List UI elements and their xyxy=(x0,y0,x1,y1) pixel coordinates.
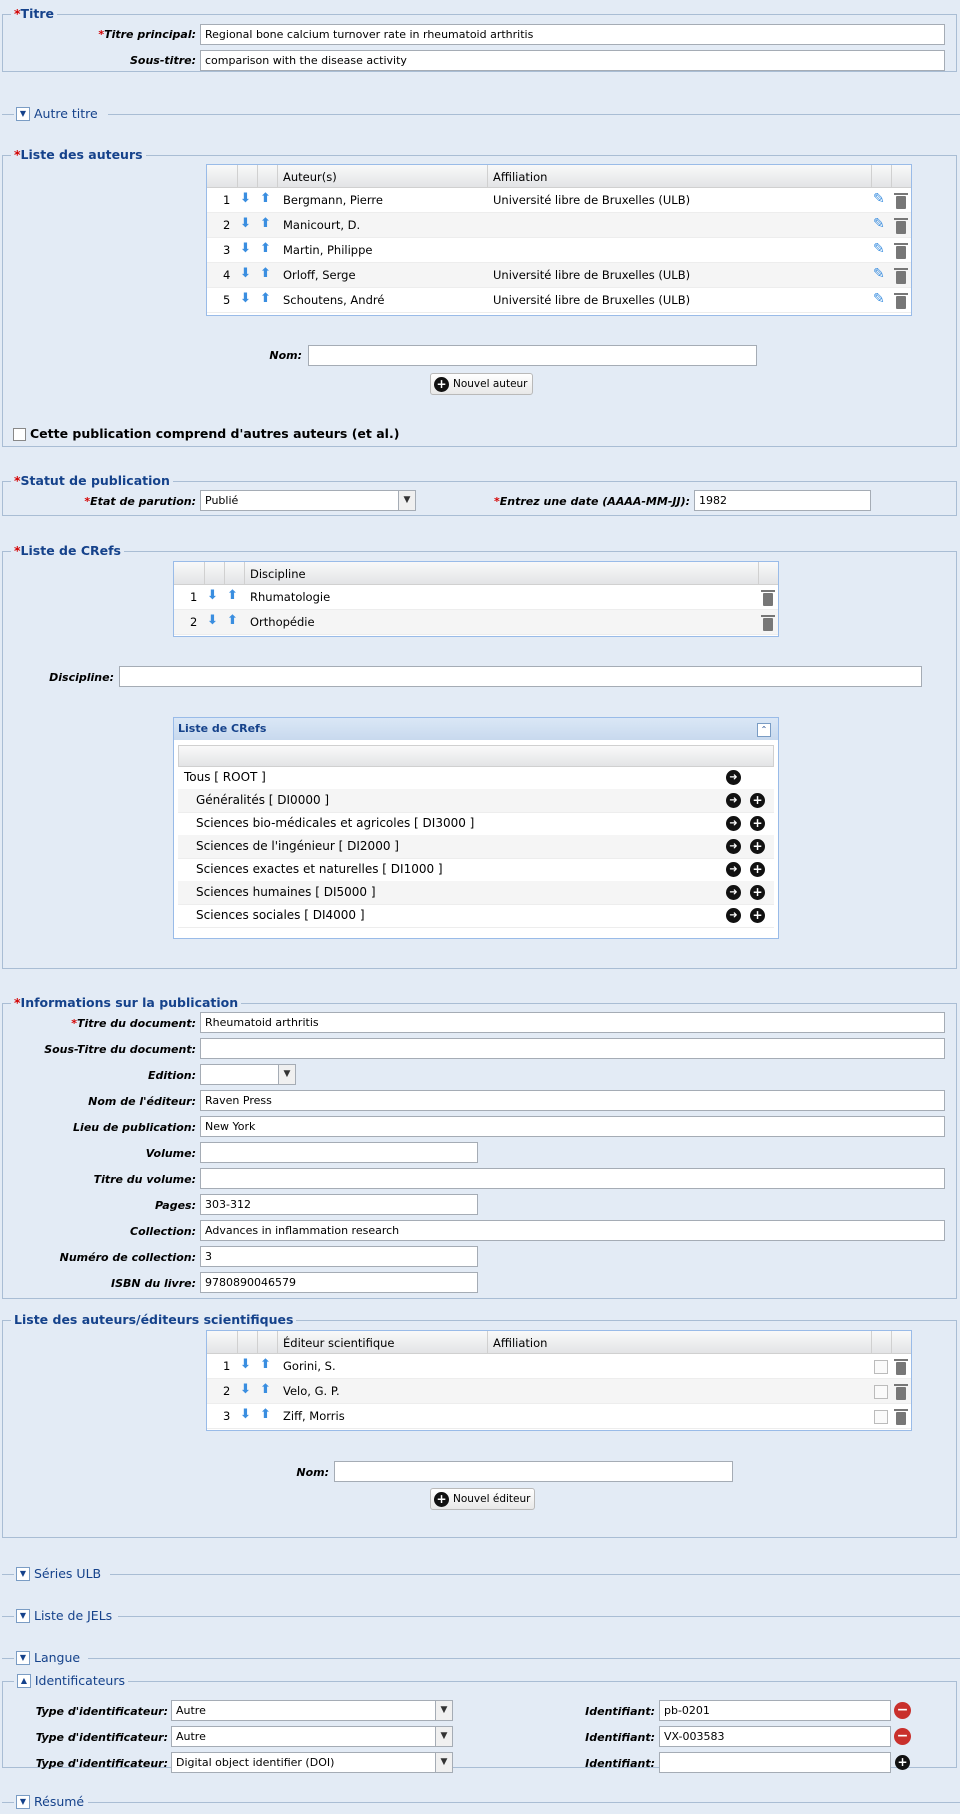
chevron-down-icon[interactable]: ▼ xyxy=(16,107,30,121)
plus-circle-icon[interactable]: + xyxy=(750,793,765,808)
jels-section[interactable] xyxy=(0,1608,960,1624)
trash-icon[interactable] xyxy=(763,593,773,606)
move-up-icon[interactable]: ⬆ xyxy=(260,216,271,231)
arrow-right-icon[interactable]: ➜ xyxy=(726,770,741,785)
numero-collection-label: Numéro de collection: xyxy=(59,1251,196,1264)
move-down-icon[interactable]: ⬇ xyxy=(240,1382,251,1397)
tree-row-root[interactable] xyxy=(178,766,774,790)
remove-icon[interactable]: − xyxy=(894,1728,911,1745)
tree-node-label: Sciences sociales [ DI4000 ] xyxy=(196,908,365,922)
chevron-down-icon[interactable]: ▼ xyxy=(16,1609,30,1623)
type-identificateur-select[interactable]: Autre ▼ xyxy=(171,1726,453,1747)
discipline-name: Orthopédie xyxy=(250,615,315,629)
table-row xyxy=(207,188,911,213)
row-number: 3 xyxy=(223,243,231,257)
type-identificateur-select[interactable]: Autre ▼ xyxy=(171,1700,453,1721)
arrow-right-icon[interactable]: ➜ xyxy=(726,793,741,808)
move-up-icon[interactable]: ⬆ xyxy=(260,1382,271,1397)
arrow-right-icon[interactable]: ➜ xyxy=(726,862,741,877)
arrow-right-icon[interactable]: ➜ xyxy=(726,885,741,900)
row-number: 1 xyxy=(223,1359,231,1373)
chevron-down-icon[interactable]: ▼ xyxy=(16,1795,30,1809)
move-down-icon[interactable]: ⬇ xyxy=(240,291,251,306)
langue-label: Langue xyxy=(34,1650,81,1665)
edit-pencil-icon[interactable]: ✎ xyxy=(873,291,885,307)
titre-principal-label: *Titre principal: xyxy=(98,28,196,41)
col-editeur[interactable]: Éditeur scientifique xyxy=(283,1336,395,1350)
table-row xyxy=(207,288,911,313)
edit-pencil-icon[interactable]: ✎ xyxy=(873,241,885,257)
editeur-nom-input[interactable] xyxy=(334,1461,733,1482)
etat-parution-label: *Etat de parution: xyxy=(84,495,196,508)
tree-node-label: Généralités [ DI0000 ] xyxy=(196,793,330,807)
sous-titre-label: Sous-titre: xyxy=(130,54,196,67)
auteur-name: Bergmann, Pierre xyxy=(283,193,383,207)
titre-document-input[interactable]: Rheumatoid arthritis xyxy=(200,1012,945,1033)
move-up-icon[interactable]: ⬆ xyxy=(260,241,271,256)
et-al-label: Cette publication comprend d'autres auteurs (et al.) xyxy=(30,426,400,441)
auteur-nom-label: Nom: xyxy=(269,349,302,362)
auteurs-grid-header xyxy=(207,165,911,188)
pages-label: Pages: xyxy=(154,1199,196,1212)
table-row xyxy=(207,213,911,238)
plus-circle-icon[interactable]: + xyxy=(750,816,765,831)
infos-legend: *Informations sur la publication xyxy=(11,995,241,1010)
trash-icon[interactable] xyxy=(896,296,906,309)
tree-node-label: Sciences humaines [ DI5000 ] xyxy=(196,885,376,899)
numero-collection-input[interactable]: 3 xyxy=(200,1246,478,1267)
chevron-down-icon[interactable]: ▼ xyxy=(16,1651,30,1665)
sous-titre-input[interactable]: comparison with the disease activity xyxy=(200,50,945,71)
tree-node-label: Sciences bio-médicales et agricoles [ DI3000 ] xyxy=(196,816,475,830)
titre-legend: *Titre xyxy=(11,6,57,21)
resume-section[interactable] xyxy=(0,1794,960,1810)
row-number: 4 xyxy=(223,268,231,282)
collection-input[interactable]: Advances in inflammation research xyxy=(200,1220,945,1241)
row-number: 2 xyxy=(190,615,198,629)
arrow-right-icon[interactable]: ➜ xyxy=(726,908,741,923)
trash-icon[interactable] xyxy=(896,196,906,209)
auteur-affiliation: Université libre de Bruxelles (ULB) xyxy=(493,268,691,282)
tree-row[interactable] xyxy=(178,812,774,836)
table-row xyxy=(207,263,911,288)
nouvel-editeur-button[interactable]: + Nouvel éditeur xyxy=(430,1488,535,1510)
chevron-down-icon[interactable]: ▼ xyxy=(435,1753,452,1772)
editeurs-grid xyxy=(206,1330,912,1431)
edit-pencil-icon[interactable]: ✎ xyxy=(873,216,885,232)
crefs-tree-panel xyxy=(173,717,779,939)
autre-titre-section[interactable] xyxy=(0,106,960,122)
plus-circle-icon[interactable]: + xyxy=(895,1755,910,1770)
trash-icon[interactable] xyxy=(763,618,773,631)
row-number: 2 xyxy=(223,218,231,232)
crefs-legend: *Liste de CRefs xyxy=(11,543,124,558)
chevron-down-icon[interactable]: ▼ xyxy=(16,1567,30,1581)
trash-icon[interactable] xyxy=(896,1387,906,1400)
move-up-icon[interactable]: ⬆ xyxy=(260,266,271,281)
identifiant-input[interactable]: pb-0201 xyxy=(659,1700,891,1721)
pages-input[interactable]: 303-312 xyxy=(200,1194,478,1215)
move-up-icon[interactable]: ⬆ xyxy=(260,1357,271,1372)
editeurs-grid-header xyxy=(207,1331,911,1354)
auteur-affiliation: Université libre de Bruxelles (ULB) xyxy=(493,193,691,207)
row-number: 2 xyxy=(223,1384,231,1398)
arrow-right-icon[interactable]: ➜ xyxy=(726,816,741,831)
discipline-label: Discipline: xyxy=(49,671,114,684)
titre-principal-input[interactable]: Regional bone calcium turnover rate in rheumatoid arthritis xyxy=(200,24,945,45)
edit-pencil-icon[interactable]: ✎ xyxy=(873,191,885,207)
type-identificateur-select[interactable]: Digital object identifier (DOI) ▼ xyxy=(171,1752,453,1773)
trash-icon[interactable] xyxy=(896,246,906,259)
lieu-publication-input[interactable]: New York xyxy=(200,1116,945,1137)
move-up-icon[interactable]: ⬆ xyxy=(227,613,238,628)
row-number: 1 xyxy=(190,590,198,604)
date-label: *Entrez une date (AAAA-MM-JJ): xyxy=(494,495,690,508)
identifiant-label: Identifiant: xyxy=(585,1731,655,1744)
discipline-input[interactable] xyxy=(119,666,922,687)
tree-row[interactable] xyxy=(178,881,774,905)
tree-row[interactable] xyxy=(178,858,774,882)
table-row xyxy=(207,1404,911,1429)
titre-volume-label: Titre du volume: xyxy=(93,1173,196,1186)
statut-legend: *Statut de publication xyxy=(11,473,173,488)
isbn-label: ISBN du livre: xyxy=(111,1277,196,1290)
auteur-name: Orloff, Serge xyxy=(283,268,356,282)
editeur-nom-label: Nom: xyxy=(296,1466,329,1479)
tree-node-label: Sciences exactes et naturelles [ DI1000 ] xyxy=(196,862,443,876)
editeurs-legend: Liste des auteurs/éditeurs scientifiques xyxy=(11,1312,296,1327)
collection-label: Collection: xyxy=(130,1225,196,1238)
auteur-nom-input[interactable] xyxy=(308,345,757,366)
edit-box-icon[interactable] xyxy=(874,1410,888,1424)
nouvel-auteur-button[interactable]: + Nouvel auteur xyxy=(430,373,533,395)
plus-circle-icon[interactable]: + xyxy=(750,862,765,877)
auteur-name: Martin, Philippe xyxy=(283,243,373,257)
titre-document-label: *Titre du document: xyxy=(71,1017,196,1030)
plus-circle-icon[interactable]: + xyxy=(750,839,765,854)
chevron-down-icon[interactable]: ▼ xyxy=(435,1701,452,1720)
auteur-name: Schoutens, André xyxy=(283,293,385,307)
et-al-checkbox[interactable] xyxy=(13,428,26,441)
trash-icon[interactable] xyxy=(896,271,906,284)
chevron-down-icon[interactable]: ▼ xyxy=(278,1065,295,1084)
chevron-down-icon[interactable]: ▼ xyxy=(398,491,415,510)
col-affiliation[interactable]: Affiliation xyxy=(493,170,548,184)
table-row xyxy=(174,610,778,635)
row-number: 3 xyxy=(223,1409,231,1423)
tree-row[interactable] xyxy=(178,789,774,813)
series-ulb-label: Séries ULB xyxy=(34,1566,102,1581)
discipline-name: Rhumatologie xyxy=(250,590,331,604)
plus-circle-icon[interactable]: + xyxy=(750,885,765,900)
edit-pencil-icon[interactable]: ✎ xyxy=(873,266,885,282)
table-row xyxy=(207,238,911,263)
move-up-icon[interactable]: ⬆ xyxy=(260,191,271,206)
type-identificateur-label: Type d'identificateur: xyxy=(35,1757,168,1770)
series-ulb-section[interactable] xyxy=(0,1566,960,1582)
identifiant-label: Identifiant: xyxy=(585,1705,655,1718)
edition-label: Edition: xyxy=(148,1069,196,1082)
identificateurs-label: Identificateurs xyxy=(34,1673,126,1688)
trash-icon[interactable] xyxy=(896,1362,906,1375)
type-identificateur-label: Type d'identificateur: xyxy=(35,1731,168,1744)
jels-label: Liste de JELs xyxy=(34,1608,113,1623)
date-input[interactable]: 1982 xyxy=(694,490,871,511)
move-down-icon[interactable]: ⬇ xyxy=(240,241,251,256)
nom-editeur-label: Nom de l'éditeur: xyxy=(88,1095,196,1108)
trash-icon[interactable] xyxy=(896,221,906,234)
langue-section[interactable] xyxy=(0,1650,960,1666)
col-affiliation[interactable]: Affiliation xyxy=(493,1336,548,1350)
sous-titre-document-label: Sous-Titre du document: xyxy=(44,1043,196,1056)
auteur-name: Manicourt, D. xyxy=(283,218,361,232)
crefs-tree-title: Liste de CRefs xyxy=(174,718,778,740)
etat-parution-select[interactable]: Publié ▼ xyxy=(200,490,416,511)
collapse-icon[interactable]: ⌃ xyxy=(757,723,771,737)
chevron-up-icon[interactable]: ▲ xyxy=(17,1674,31,1688)
move-down-icon[interactable]: ⬇ xyxy=(240,216,251,231)
edit-box-icon[interactable] xyxy=(874,1385,888,1399)
move-up-icon[interactable]: ⬆ xyxy=(260,1407,271,1422)
nom-editeur-input[interactable]: Raven Press xyxy=(200,1090,945,1111)
move-up-icon[interactable]: ⬆ xyxy=(260,291,271,306)
table-row xyxy=(174,585,778,610)
trash-icon[interactable] xyxy=(896,1412,906,1425)
plus-circle-icon: + xyxy=(434,377,449,392)
editeur-name: Gorini, S. xyxy=(283,1359,336,1373)
row-number: 1 xyxy=(223,193,231,207)
type-identificateur-label: Type d'identificateur: xyxy=(35,1705,168,1718)
edit-box-icon[interactable] xyxy=(874,1360,888,1374)
table-row xyxy=(207,1379,911,1404)
move-down-icon[interactable]: ⬇ xyxy=(207,613,218,628)
table-row xyxy=(207,1354,911,1379)
tree-row[interactable] xyxy=(178,835,774,859)
volume-label: Volume: xyxy=(145,1147,196,1160)
identifiant-input[interactable]: VX-003583 xyxy=(659,1726,891,1747)
move-down-icon[interactable]: ⬇ xyxy=(207,588,218,603)
edition-select[interactable] xyxy=(200,1064,296,1085)
move-down-icon[interactable]: ⬇ xyxy=(240,1357,251,1372)
tree-node-label: Tous [ ROOT ] xyxy=(184,770,266,784)
sous-titre-document-input[interactable] xyxy=(200,1038,945,1059)
auteurs-grid xyxy=(206,164,912,316)
row-number: 5 xyxy=(223,293,231,307)
plus-circle-icon[interactable]: + xyxy=(750,908,765,923)
identificateurs-header[interactable] xyxy=(14,1673,128,1689)
tree-row[interactable] xyxy=(178,904,774,928)
identifiant-input[interactable] xyxy=(659,1752,891,1773)
plus-circle-icon: + xyxy=(434,1492,449,1507)
tree-node-label: Sciences de l'ingénieur [ DI2000 ] xyxy=(196,839,399,853)
arrow-right-icon[interactable]: ➜ xyxy=(726,839,741,854)
lieu-publication-label: Lieu de publication: xyxy=(73,1121,196,1134)
titre-volume-input[interactable] xyxy=(200,1168,945,1189)
isbn-input[interactable]: 9780890046579 xyxy=(200,1272,478,1293)
col-auteurs[interactable]: Auteur(s) xyxy=(283,170,337,184)
editeur-name: Ziff, Morris xyxy=(283,1409,345,1423)
remove-icon[interactable]: − xyxy=(894,1702,911,1719)
auteur-affiliation: Université libre de Bruxelles (ULB) xyxy=(493,293,691,307)
move-up-icon[interactable]: ⬆ xyxy=(227,588,238,603)
move-down-icon[interactable]: ⬇ xyxy=(240,266,251,281)
move-down-icon[interactable]: ⬇ xyxy=(240,1407,251,1422)
resume-label: Résumé xyxy=(34,1794,85,1809)
move-down-icon[interactable]: ⬇ xyxy=(240,191,251,206)
col-discipline[interactable]: Discipline xyxy=(250,567,306,581)
chevron-down-icon[interactable]: ▼ xyxy=(435,1727,452,1746)
autre-titre-label: Autre titre xyxy=(34,106,98,121)
crefs-grid xyxy=(173,561,779,637)
crefs-grid-header xyxy=(174,562,778,585)
identifiant-label: Identifiant: xyxy=(585,1757,655,1770)
auteurs-legend: *Liste des auteurs xyxy=(11,147,146,162)
editeur-name: Velo, G. P. xyxy=(283,1384,340,1398)
volume-input[interactable] xyxy=(200,1142,478,1163)
